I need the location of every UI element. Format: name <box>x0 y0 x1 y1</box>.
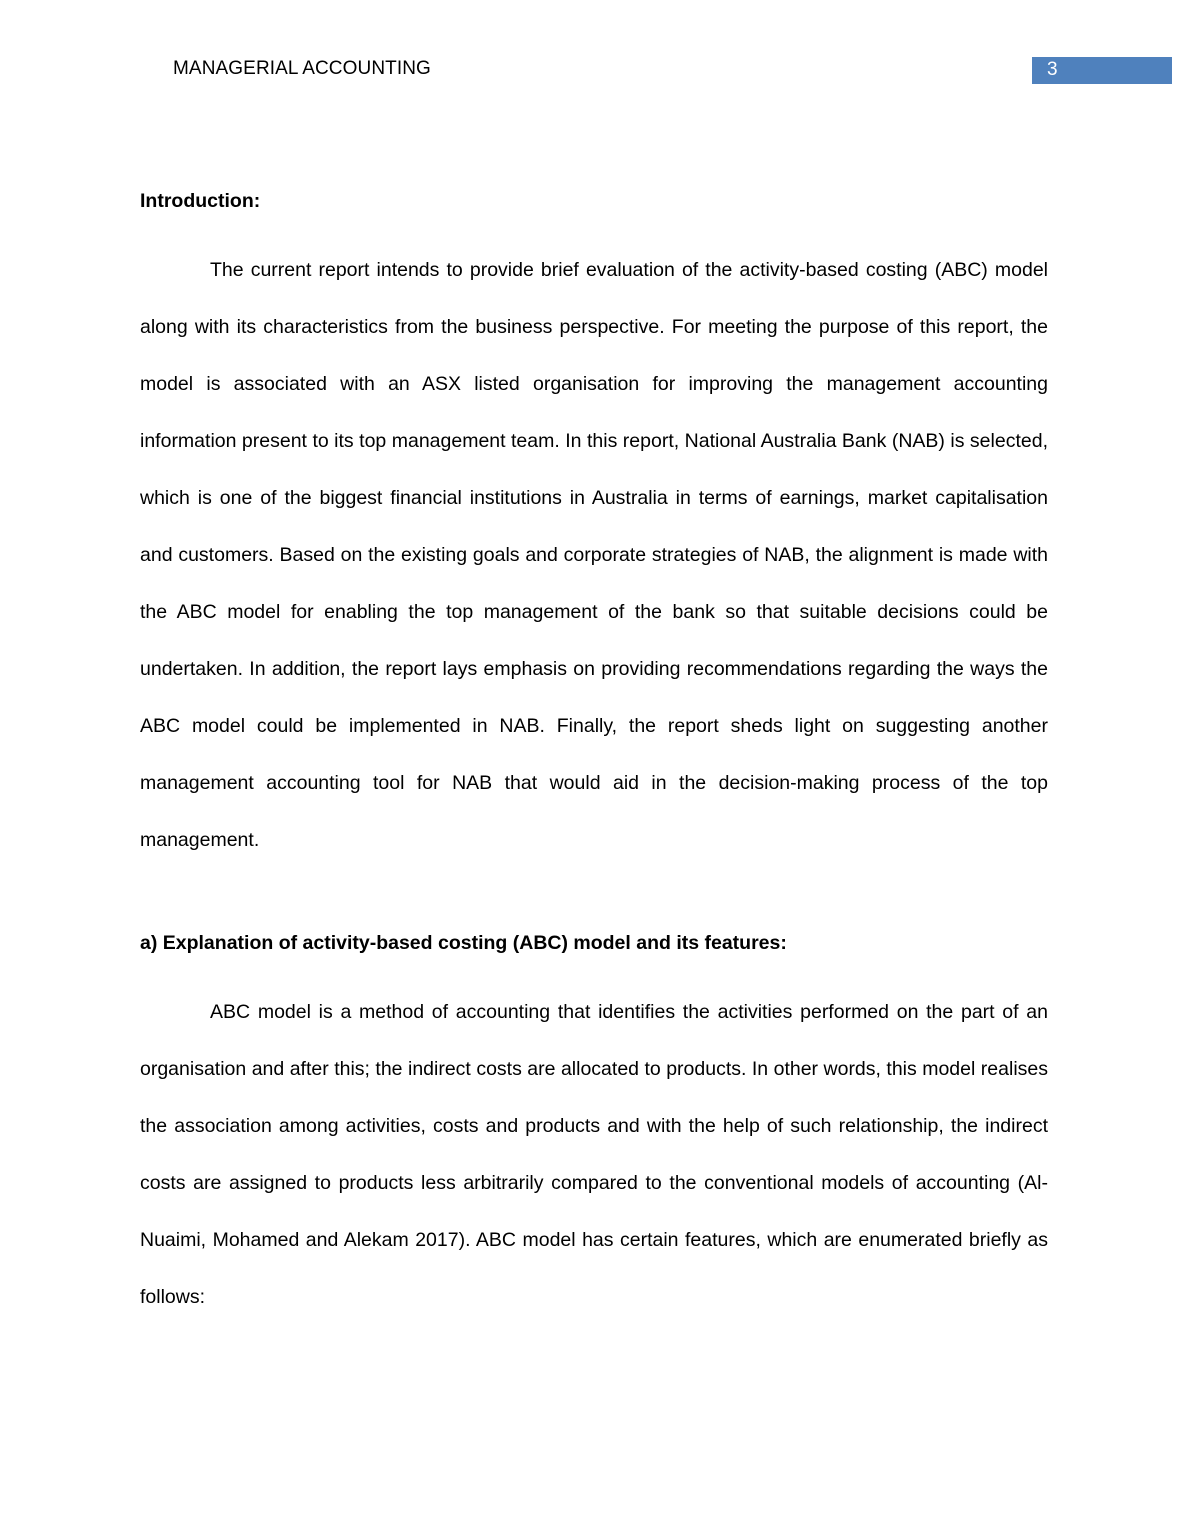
running-header-title: MANAGERIAL ACCOUNTING <box>173 58 431 79</box>
page-number: 3 <box>1047 59 1058 80</box>
section-a-paragraph: ABC model is a method of accounting that identifies the activities performed on the part of an organisation and after this; the indirect costs are allocated to products. In other words, this model realises the association among activities, costs and products and with the help of such relationship, the indirect costs are assigned to products less arbitrarily compared to the conventional models of accounting (Al-Nuaimi, Mohamed and Alekam 2017). ABC model has certain features, which are enumerated briefly as follows: <box>140 1001 1048 1308</box>
page-header <box>0 0 1190 110</box>
document-body <box>140 185 1048 1326</box>
introduction-paragraph: The current report intends to provide brief evaluation of the activity-based costing (ABC) model along with its characteristics from the business perspective. For meeting the purpose of this report, the model is associated with an ASX listed organisation for improving the management accounting information present to its top management team. In this report, National Australia Bank (NAB) is selected, which is one of the biggest financial institutions in Australia in terms of earnings, market capitalisation and customers. Based on the existing goals and corporate strategies of NAB, the alignment is made with the ABC model for enabling the top management of the bank so that suitable decisions could be undertaken. In addition, the report lays emphasis on providing recommendations regarding the ways the ABC model could be implemented in NAB. Finally, the report sheds light on suggesting another management accounting tool for NAB that would aid in the decision-making process of the top management. <box>140 259 1048 851</box>
section-a-heading: a) Explanation of activity-based costing (ABC) model and its features: <box>140 932 787 954</box>
introduction-heading: Introduction: <box>140 190 261 212</box>
page-number-badge <box>1032 57 1172 84</box>
